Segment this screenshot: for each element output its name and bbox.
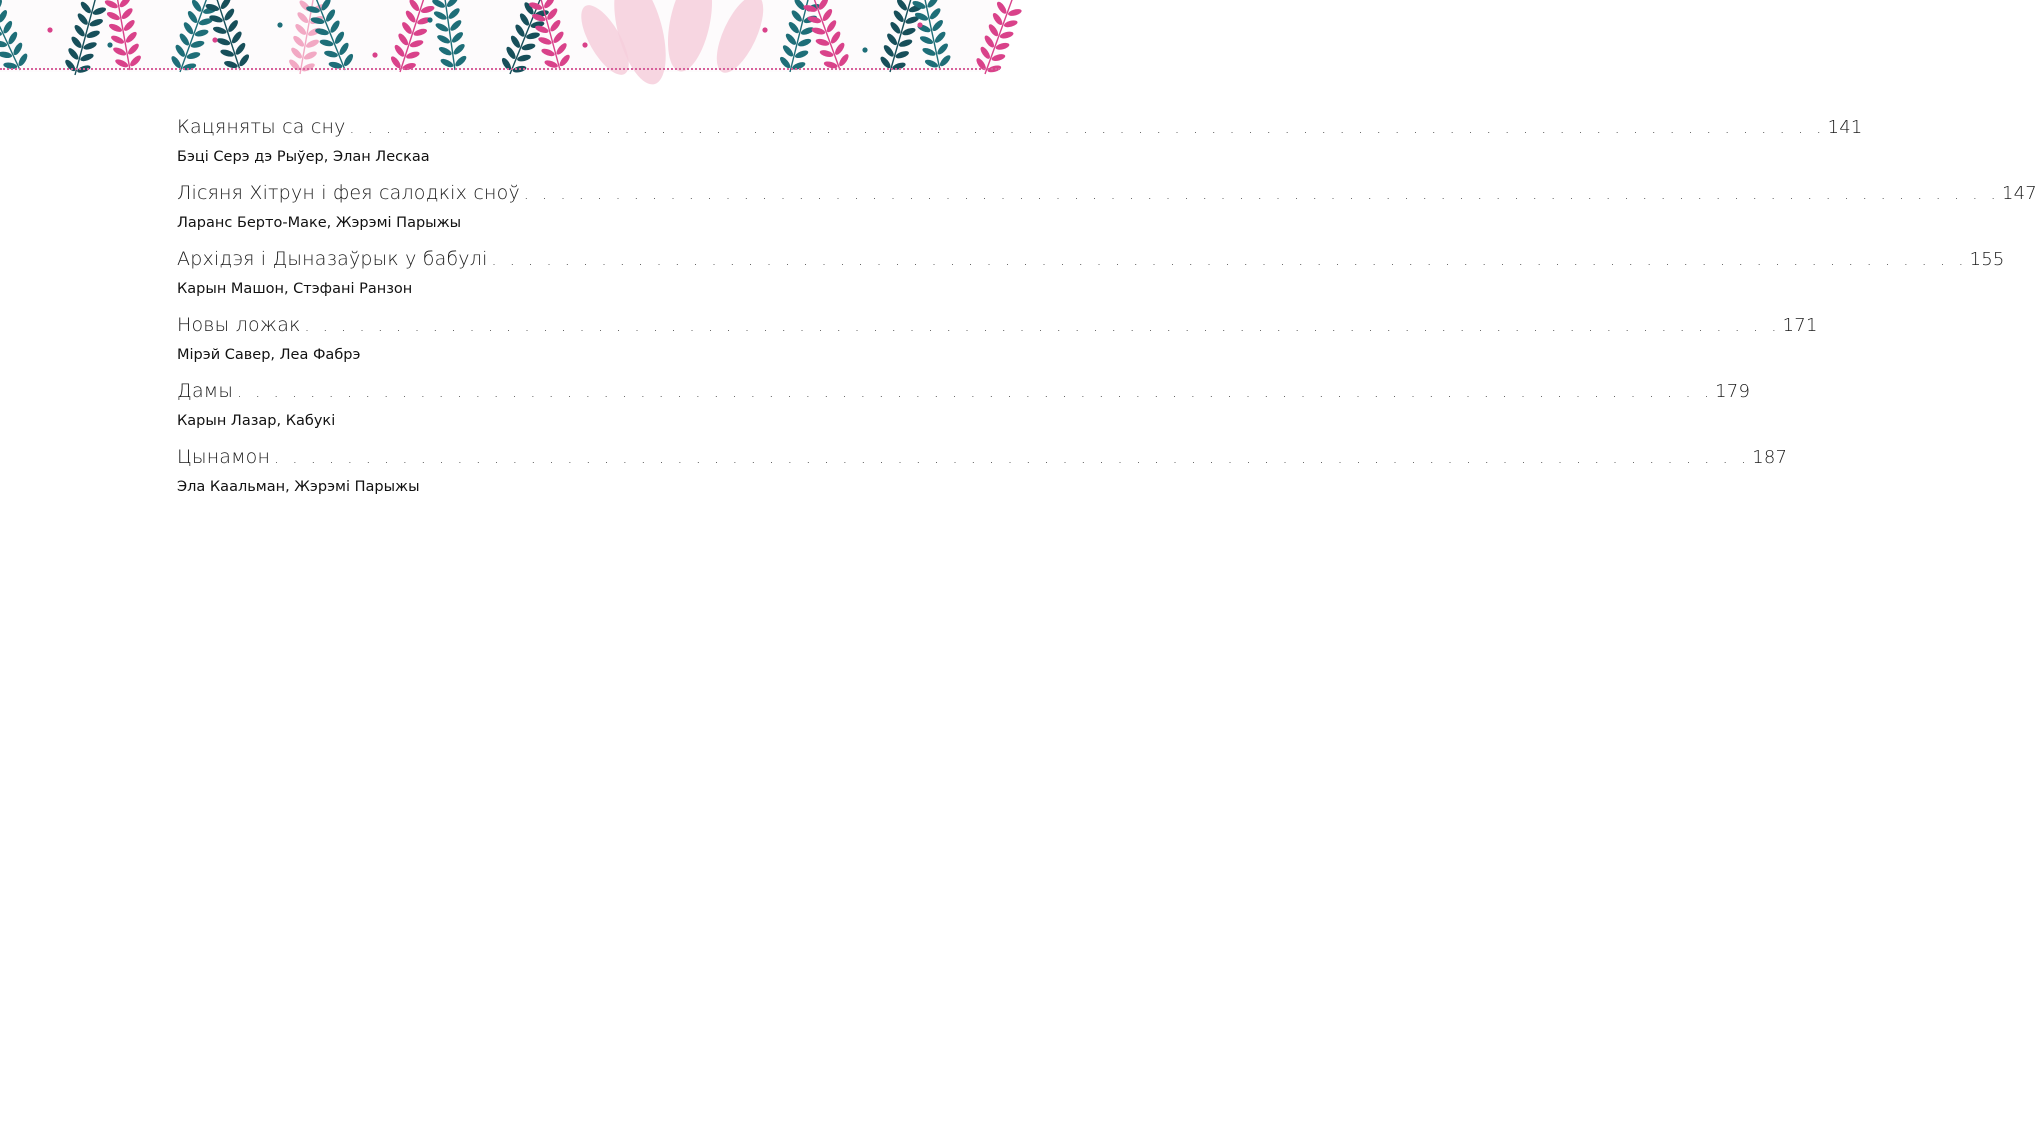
toc-page-number: 147 (2001, 183, 2037, 204)
leaflet (882, 44, 895, 59)
leaflet (290, 46, 304, 60)
leaflet (420, 5, 435, 15)
leaflet (223, 7, 236, 22)
leaflet (174, 43, 187, 58)
leaflet (784, 32, 798, 47)
toc-dot-leader: . . . . . . . . . . . . . . . . . . . . . . . . . . . . . . . . . . . . . . . . . . . . . . . . . . . . . . . . . . . . . . . . . . . . . . . . . . . . . . . . . (349, 119, 1826, 137)
leaflet (234, 41, 247, 56)
leaflet (292, 34, 306, 48)
leaflet (186, 51, 201, 60)
leaflet (178, 32, 191, 47)
toc-dot-leader: . . . . . . . . . . . . . . . . . . . . . . . . . . . . . . . . . . . . . . . . . . . . . . . . . . . . . . . . . . . . . . . . . . . . . . . . . . . . . . . . . (237, 383, 1714, 401)
berry-dot-icon (277, 22, 282, 27)
berry-dot-icon (107, 42, 112, 47)
leaflet (516, 54, 531, 63)
leaflet (537, 36, 552, 46)
leaflet (112, 46, 127, 57)
leaflet (787, 20, 801, 35)
toc-entry-authors: Бэці Серэ дэ Рыўер, Элан Лескаа (177, 149, 430, 165)
fern-sprig-icon (0, 0, 33, 76)
leaflet (505, 45, 518, 60)
leaflet (212, 25, 227, 35)
leaflet (404, 9, 417, 24)
toc-dot-leader: . . . . . . . . . . . . . . . . . . . . . . . . . . . . . . . . . . . . . . . . . . . . . . . . . . . . . . . . . . . . . . . . . . . . . . . . . . . . . . . . . (491, 251, 1968, 269)
toc-page-number: 171 (1782, 315, 1818, 336)
leaflet (436, 33, 451, 45)
toc-entry[interactable] (177, 314, 1818, 366)
leaflet (333, 30, 346, 45)
leaflet (991, 12, 1004, 27)
leaflet (73, 23, 87, 38)
berry-dot-icon (762, 27, 767, 32)
toc-dot-leader: . . . . . . . . . . . . . . . . . . . . . . . . . . . . . . . . . . . . . . . . . . . . . . . . . . . . . . . . . . . . . . . . . . . . . . . . . . . . . . . . . (274, 449, 1751, 467)
leaflet (921, 46, 936, 57)
leaflet (342, 52, 355, 67)
leaflet (514, 23, 527, 38)
leaflet (76, 12, 90, 27)
leaflet (1003, 19, 1018, 28)
leaflet (895, 50, 910, 60)
leaflet (815, 38, 830, 47)
toc-dot-leader: . . . . . . . . . . . . . . . . . . . . . . . . . . . . . . . . . . . . . . . . . . . . . . . . . . . . . . . . . . . . . . . . . . . . . . . . . . . . . . . . . (304, 317, 1781, 335)
leaflet (898, 38, 913, 48)
toc-entry[interactable] (177, 380, 1751, 432)
leaflet (409, 39, 424, 49)
feather-leaf-icon (660, 0, 720, 75)
berry-dot-icon (862, 47, 867, 52)
berry-dot-icon (917, 22, 922, 27)
leaflet (338, 41, 351, 56)
fern-sprig-icon (799, 0, 854, 75)
leaflet (901, 27, 916, 37)
leaflet (216, 37, 231, 47)
fern-sprig-icon (166, 0, 221, 77)
leaflet (540, 47, 555, 57)
leaflet (825, 19, 838, 34)
toc-entry-title: Архідэя і Дыназаўрык у бабулі (177, 248, 488, 270)
leaflet (821, 8, 834, 23)
toc-entry-line (177, 182, 2037, 212)
leaflet (122, 18, 136, 32)
toc-entry-authors: Карын Машон, Стэфані Ранзон (177, 281, 413, 297)
leaflet (450, 30, 464, 44)
toc-entry-title: Новы ложак (177, 314, 301, 336)
toc-page-number: 187 (1752, 447, 1788, 468)
leaflet (186, 10, 199, 25)
leaflet (126, 42, 140, 56)
leaflet (452, 42, 466, 56)
leaflet (790, 9, 804, 24)
leaflet (434, 22, 449, 34)
leaflet (230, 30, 243, 45)
leaflet (995, 42, 1010, 51)
leaflet (12, 41, 24, 56)
toc-entry-authors: Эла Каальман, Жэрэмі Парыжы (177, 479, 420, 495)
leaflet (393, 43, 406, 58)
leaflet (449, 18, 463, 32)
leaflet (895, 0, 908, 12)
toc-entry-authors: Ларанс Берто-Маке, Жэрэмі Парыжы (177, 215, 462, 231)
toc-entry[interactable] (177, 182, 2037, 234)
leaflet (324, 8, 337, 23)
leaflet (938, 54, 952, 68)
leaflet (931, 18, 945, 32)
leaflet (833, 41, 846, 56)
leaflet (829, 30, 842, 45)
leaflet (1007, 8, 1022, 17)
leaflet (549, 18, 563, 33)
header-dotted-divider (0, 68, 1000, 70)
leaflet (555, 42, 569, 57)
leaflet (120, 7, 134, 21)
leaflet (92, 6, 107, 16)
leaflet (995, 0, 1008, 15)
toc-entry-title: Дамы (177, 380, 234, 402)
leaflet (438, 45, 453, 57)
leaflet (324, 50, 339, 59)
leaflet (124, 30, 138, 44)
leaflet (889, 20, 902, 35)
leaflet (7, 30, 19, 45)
leaflet (991, 53, 1006, 62)
berry-dot-icon (212, 37, 217, 42)
toc-entry-line (177, 314, 1818, 344)
leaflet (17, 52, 29, 67)
toc-entry-authors: Карын Лазар, Кабукі (177, 413, 336, 429)
fern-sprig-icon (386, 0, 438, 76)
toc-page-number: 155 (1969, 249, 2005, 270)
leaflet (108, 22, 123, 33)
leaflet (558, 53, 572, 68)
leaflet (987, 23, 1000, 38)
leaflet (238, 53, 251, 68)
leaflet (509, 34, 522, 49)
leaflet (794, 49, 809, 60)
toc-entry-title: Лісяня Хітрун і фея салодкіх сноў (177, 182, 520, 204)
leaflet (933, 30, 947, 44)
leaflet (2, 20, 14, 35)
berry-dot-icon (582, 42, 587, 47)
leaflet (542, 0, 556, 10)
toc-page-number: 141 (1827, 117, 1863, 138)
fern-sprig-icon (61, 0, 110, 79)
leaflet (104, 0, 119, 10)
leaflet (892, 9, 905, 24)
leaflet (983, 34, 996, 49)
leaflet (552, 30, 566, 45)
leaflet (447, 7, 461, 21)
leaflet (294, 22, 308, 36)
leaflet (194, 28, 209, 37)
leaflet (79, 52, 94, 62)
leaflet (190, 40, 205, 49)
leaflet (413, 27, 428, 37)
berry-dot-icon (427, 17, 432, 22)
leaflet (64, 58, 78, 73)
toc-entry[interactable] (177, 116, 1863, 168)
fern-sprig-icon (102, 0, 144, 73)
toc-entry-line (177, 446, 1788, 476)
leaflet (936, 42, 950, 56)
fern-sprig-icon (430, 0, 470, 72)
leaflet (837, 53, 850, 68)
toc-entry-line (177, 248, 2005, 278)
leaflet (885, 32, 898, 47)
leaflet (999, 30, 1014, 39)
leaflet (329, 19, 342, 34)
leaflet (405, 50, 420, 60)
leaflet (182, 21, 195, 36)
toc-dot-leader: . . . . . . . . . . . . . . . . . . . . . . . . . . . . . . . . . . . . . . . . . . . . . . . . . . . . . . . . . . . . . . . . . . . . . . . . . . . . . . . . . (523, 185, 2000, 203)
toc-entry-line (177, 380, 1751, 410)
leaflet (190, 0, 203, 13)
leaflet (220, 48, 235, 58)
leaflet (408, 0, 421, 13)
leaflet (781, 44, 795, 59)
leaflet (525, 31, 540, 40)
leaflet (819, 49, 834, 58)
toc-entry[interactable] (177, 248, 2005, 300)
toc-page-number: 179 (1715, 381, 1751, 402)
leaflet (86, 29, 101, 39)
leaflet (82, 41, 97, 51)
leaf-pattern-illustration (0, 0, 1000, 72)
leaflet (797, 37, 812, 48)
leaflet (79, 0, 93, 15)
leaflet (926, 0, 940, 9)
leaflet (305, 38, 320, 49)
leaflet (433, 10, 448, 22)
berry-dot-icon (47, 27, 52, 32)
leaflet (0, 9, 9, 24)
toc-entry-line (177, 116, 1863, 146)
leaflet (219, 0, 232, 11)
fern-sprig-icon (876, 0, 926, 76)
leaflet (979, 45, 992, 60)
leaflet (70, 35, 84, 50)
toc-entry-title: Кацяняты са сну (177, 116, 346, 138)
leaflet (106, 10, 121, 21)
toc-entry-authors: Мірэй Савер, Леа Фабрэ (177, 347, 361, 363)
leaflet (0, 0, 4, 13)
table-of-contents (177, 116, 2037, 512)
toc-entry[interactable] (177, 446, 1788, 498)
leaflet (521, 42, 536, 51)
leaflet (303, 50, 318, 61)
leaflet (67, 47, 81, 62)
leaflet (919, 35, 934, 46)
leaflet (928, 7, 942, 21)
leaflet (128, 54, 142, 68)
floral-header-banner (0, 0, 1000, 72)
leaflet (0, 51, 13, 59)
leaflet (400, 21, 413, 36)
berry-dot-icon (372, 52, 377, 57)
leaflet (118, 0, 132, 9)
leaflet (89, 18, 104, 28)
leaflet (296, 11, 310, 25)
toc-entry-title: Цынамон (177, 446, 271, 468)
leaflet (397, 32, 410, 47)
leaflet (445, 0, 459, 9)
fern-sprig-icon (776, 0, 823, 75)
leaflet (319, 38, 334, 47)
leaflet (226, 19, 239, 34)
leaflet (454, 54, 468, 68)
fern-stem (890, 0, 912, 72)
leaflet (182, 62, 197, 71)
leaflet (518, 12, 531, 27)
